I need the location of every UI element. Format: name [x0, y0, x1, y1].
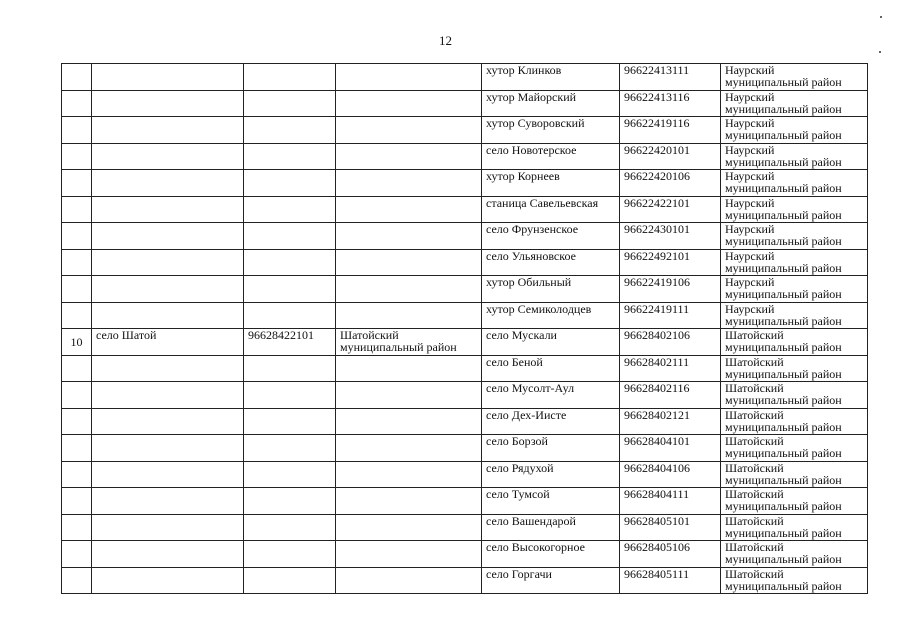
settlement-name: село Рядухой — [486, 461, 554, 475]
center-code-cell — [244, 488, 336, 515]
center-name: село Шатой — [96, 328, 157, 342]
center-code: 96628422101 — [248, 328, 314, 342]
settlement-code-cell — [620, 223, 721, 250]
center-name-cell — [92, 567, 244, 594]
district-name-cell — [721, 302, 868, 329]
center-code-cell — [244, 249, 336, 276]
settlement-code: 96628402121 — [624, 408, 690, 422]
row-number-cell — [62, 302, 92, 329]
region-name-cell — [336, 90, 482, 117]
district-name-line2: муниципальный район — [725, 101, 842, 116]
center-name-cell — [92, 64, 244, 91]
settlements-table — [61, 63, 868, 594]
settlement-name: село Мусолт-Аул — [486, 381, 575, 395]
settlement-code: 96622413116 — [624, 90, 690, 104]
settlement-code-cell — [620, 461, 721, 488]
settlement-name-cell — [482, 117, 620, 144]
center-code-cell — [244, 408, 336, 435]
district-name-line2: муниципальный район — [725, 446, 842, 460]
district-name-line2: муниципальный район — [725, 340, 842, 354]
region-name: Шатойский муниципальный район — [340, 328, 457, 354]
region-name-cell — [336, 541, 482, 568]
settlement-code: 96628404111 — [624, 487, 690, 501]
settlement-name-cell — [482, 541, 620, 568]
row-number-cell — [62, 488, 92, 515]
region-name-cell — [336, 329, 482, 356]
district-name-line1: Наурский — [725, 249, 775, 263]
district-name-line2: муниципальный район — [725, 525, 842, 540]
settlement-name: станица Савельевская — [486, 196, 599, 210]
center-name-cell — [92, 143, 244, 170]
district-name-line2: муниципальный район — [725, 181, 842, 195]
center-code-cell — [244, 541, 336, 568]
center-name-cell — [92, 541, 244, 568]
district-name-line2: муниципальный район — [725, 499, 842, 513]
district-name-line1: Шатойский — [725, 514, 784, 528]
settlement-name: село Новотерское — [486, 143, 577, 157]
settlement-code: 96628405101 — [624, 514, 690, 528]
table-row — [62, 64, 868, 91]
settlement-code: 96622492101 — [624, 249, 690, 263]
district-name-line2: муниципальный район — [725, 75, 842, 89]
settlement-name-cell — [482, 143, 620, 170]
district-name-cell — [721, 143, 868, 170]
settlement-name-cell — [482, 170, 620, 197]
center-name-cell — [92, 355, 244, 382]
region-name-cell — [336, 382, 482, 409]
settlement-name-cell — [482, 196, 620, 223]
table-row — [62, 541, 868, 568]
settlement-name: село Мускали — [486, 328, 557, 342]
district-name-line2: муниципальный район — [725, 313, 842, 328]
table-row — [62, 249, 868, 276]
settlement-name-cell — [482, 64, 620, 91]
row-number-cell — [62, 143, 92, 170]
center-code-cell — [244, 302, 336, 329]
district-name-line1: Наурский — [725, 90, 775, 104]
settlement-code: 96628402106 — [624, 328, 690, 342]
district-name-line2: муниципальный район — [725, 552, 842, 566]
settlement-name-cell — [482, 461, 620, 488]
settlement-name: село Тумсой — [486, 487, 550, 501]
table-body — [62, 64, 868, 594]
table-row — [62, 514, 868, 541]
center-name-cell — [92, 382, 244, 409]
center-code-cell — [244, 567, 336, 594]
district-name-line1: Шатойский — [725, 355, 784, 369]
district-name-line2: муниципальный район — [725, 128, 842, 142]
district-name-cell — [721, 196, 868, 223]
region-name-cell — [336, 196, 482, 223]
settlement-code-cell — [620, 488, 721, 515]
center-name-cell — [92, 302, 244, 329]
region-name-cell — [336, 249, 482, 276]
center-code-cell — [244, 196, 336, 223]
district-name-cell — [721, 382, 868, 409]
settlement-code-cell — [620, 541, 721, 568]
table-row — [62, 143, 868, 170]
settlement-code: 96628404101 — [624, 434, 690, 448]
district-name-line1: Шатойский — [725, 487, 784, 501]
settlement-name: хутор Майорский — [486, 90, 577, 104]
row-number: 10 — [70, 334, 83, 349]
row-number-cell — [62, 90, 92, 117]
district-name-line1: Наурский — [725, 143, 775, 157]
district-name-line2: муниципальный район — [725, 419, 842, 434]
district-name-line1: Наурский — [725, 222, 775, 236]
center-name-cell — [92, 435, 244, 462]
district-name-line2: муниципальный район — [725, 578, 842, 593]
settlement-name: село Горгачи — [486, 567, 552, 581]
settlement-code-cell — [620, 143, 721, 170]
table-row — [62, 90, 868, 117]
district-name-line1: Наурский — [725, 63, 775, 77]
row-number-cell — [62, 382, 92, 409]
table-row — [62, 567, 868, 594]
settlement-code-cell — [620, 382, 721, 409]
settlement-name: село Вашендарой — [486, 514, 576, 528]
settlement-name: село Высокогорное — [486, 540, 585, 554]
district-name-line1: Наурский — [725, 302, 775, 316]
district-name-cell — [721, 117, 868, 144]
row-number-cell — [62, 117, 92, 144]
table-row — [62, 382, 868, 409]
region-name-cell — [336, 461, 482, 488]
center-name-cell — [92, 196, 244, 223]
district-name-line1: Наурский — [725, 275, 775, 289]
row-number-cell — [62, 170, 92, 197]
settlement-code: 96622430101 — [624, 222, 690, 236]
table-row — [62, 276, 868, 303]
row-number-cell — [62, 461, 92, 488]
settlement-code-cell — [620, 514, 721, 541]
row-number-cell — [62, 249, 92, 276]
page-number: 12 — [439, 33, 452, 48]
table-row — [62, 170, 868, 197]
settlement-code: 96622419116 — [624, 116, 690, 130]
district-name-line1: Шатойский — [725, 328, 784, 342]
settlement-name: хутор Суворовский — [486, 116, 585, 130]
district-name-line1: Шатойский — [725, 567, 784, 581]
district-name-cell — [721, 329, 868, 356]
table-row — [62, 302, 868, 329]
settlement-code: 96622420106 — [624, 169, 690, 183]
district-name-line1: Наурский — [725, 169, 775, 183]
settlement-code: 96622420101 — [624, 143, 690, 157]
table-row — [62, 435, 868, 462]
settlement-name-cell — [482, 382, 620, 409]
center-name-cell — [92, 461, 244, 488]
region-name-cell — [336, 488, 482, 515]
row-number-cell — [62, 408, 92, 435]
row-number-cell — [62, 196, 92, 223]
settlement-name-cell — [482, 514, 620, 541]
region-name-cell — [336, 567, 482, 594]
settlement-code: 96628405106 — [624, 540, 690, 554]
district-name-line1: Шатойский — [725, 461, 784, 475]
region-name-cell — [336, 435, 482, 462]
settlement-code-cell — [620, 170, 721, 197]
row-number-cell — [62, 276, 92, 303]
settlement-name: село Ульяновское — [486, 249, 576, 263]
region-name-cell — [336, 64, 482, 91]
settlement-code-cell — [620, 355, 721, 382]
settlement-name-cell — [482, 408, 620, 435]
center-name-cell — [92, 223, 244, 250]
settlement-code-cell — [620, 117, 721, 144]
center-name-cell — [92, 329, 244, 356]
row-number-cell — [62, 514, 92, 541]
center-code-cell — [244, 382, 336, 409]
district-name-line2: муниципальный район — [725, 154, 842, 169]
center-code-cell — [244, 223, 336, 250]
district-name-line2: муниципальный район — [725, 260, 842, 275]
region-name-cell — [336, 223, 482, 250]
row-number-cell — [62, 567, 92, 594]
region-name-cell — [336, 276, 482, 303]
district-name-line2: муниципальный район — [725, 366, 842, 381]
settlement-code-cell — [620, 90, 721, 117]
settlement-code-cell — [620, 408, 721, 435]
district-name-cell — [721, 170, 868, 197]
district-name-cell — [721, 488, 868, 515]
settlement-name-cell — [482, 488, 620, 515]
settlement-code-cell — [620, 302, 721, 329]
settlement-code-cell — [620, 435, 721, 462]
row-number-cell — [62, 541, 92, 568]
settlement-code: 96622419111 — [624, 302, 690, 316]
center-code-cell — [244, 64, 336, 91]
settlement-name: хутор Обильный — [486, 275, 572, 289]
settlement-code-cell — [620, 196, 721, 223]
table-row — [62, 329, 868, 356]
settlement-name: село Фрунзенское — [486, 222, 579, 236]
table-row — [62, 461, 868, 488]
center-code-cell — [244, 143, 336, 170]
center-name-cell — [92, 408, 244, 435]
settlement-code: 96622419106 — [624, 275, 690, 289]
district-name-cell — [721, 461, 868, 488]
district-name-line2: муниципальный район — [725, 234, 842, 248]
settlement-code: 96628402111 — [624, 355, 690, 369]
table-row — [62, 223, 868, 250]
settlement-code-cell — [620, 276, 721, 303]
district-name-line1: Шатойский — [725, 408, 784, 422]
settlement-name: село Дех-Иисте — [486, 408, 567, 422]
district-name-cell — [721, 249, 868, 276]
district-name-cell — [721, 223, 868, 250]
district-name-line2: муниципальный район — [725, 287, 842, 301]
settlement-name-cell — [482, 249, 620, 276]
settlement-name: село Борзой — [486, 434, 548, 448]
district-name-line1: Шатойский — [725, 381, 784, 395]
district-name-line1: Шатойский — [725, 540, 784, 554]
center-code-cell — [244, 461, 336, 488]
settlement-name-cell — [482, 355, 620, 382]
center-name-cell — [92, 276, 244, 303]
district-name-line2: муниципальный район — [725, 472, 842, 487]
settlement-code-cell — [620, 329, 721, 356]
center-code-cell — [244, 514, 336, 541]
region-name-cell — [336, 355, 482, 382]
district-name-line2: муниципальный район — [725, 207, 842, 222]
center-code-cell — [244, 435, 336, 462]
settlement-code: 96628402116 — [624, 381, 690, 395]
center-name-cell — [92, 117, 244, 144]
center-code-cell — [244, 170, 336, 197]
row-number-cell — [62, 64, 92, 91]
settlement-name-cell — [482, 567, 620, 594]
center-name-cell — [92, 170, 244, 197]
center-code-cell — [244, 355, 336, 382]
region-name-cell — [336, 514, 482, 541]
settlement-name-cell — [482, 90, 620, 117]
district-name-line1: Шатойский — [725, 434, 784, 448]
settlement-name-cell — [482, 435, 620, 462]
district-name-line1: Наурский — [725, 196, 775, 210]
scan-speck — [880, 16, 882, 18]
settlement-code-cell — [620, 249, 721, 276]
settlement-name: хутор Корнеев — [486, 169, 560, 183]
district-name-cell — [721, 435, 868, 462]
settlement-code: 96622422101 — [624, 196, 690, 210]
region-name-cell — [336, 408, 482, 435]
settlement-name-cell — [482, 223, 620, 250]
region-name-cell — [336, 143, 482, 170]
table-row — [62, 355, 868, 382]
district-name-cell — [721, 90, 868, 117]
district-name-line1: Наурский — [725, 116, 775, 130]
center-name-cell — [92, 249, 244, 276]
district-name-cell — [721, 276, 868, 303]
region-name-cell — [336, 170, 482, 197]
settlement-name-cell — [482, 329, 620, 356]
region-name-cell — [336, 117, 482, 144]
row-number-cell — [62, 355, 92, 382]
region-name-cell — [336, 302, 482, 329]
district-name-cell — [721, 514, 868, 541]
settlement-code: 96622413111 — [624, 63, 690, 77]
center-name-cell — [92, 90, 244, 117]
table-row — [62, 117, 868, 144]
district-name-cell — [721, 567, 868, 594]
row-number-cell — [62, 435, 92, 462]
center-code-cell — [244, 90, 336, 117]
row-number-cell — [62, 329, 92, 356]
center-code-cell — [244, 329, 336, 356]
settlement-name: хутор Клинков — [486, 63, 562, 77]
district-name-cell — [721, 408, 868, 435]
table-row — [62, 488, 868, 515]
scan-speck — [879, 51, 881, 53]
center-name-cell — [92, 488, 244, 515]
settlement-code: 96628405111 — [624, 567, 690, 581]
center-name-cell — [92, 514, 244, 541]
district-name-cell — [721, 355, 868, 382]
district-name-cell — [721, 541, 868, 568]
row-number-cell — [62, 223, 92, 250]
settlement-name-cell — [482, 302, 620, 329]
table-row — [62, 408, 868, 435]
center-code-cell — [244, 117, 336, 144]
settlement-code-cell — [620, 64, 721, 91]
district-name-line2: муниципальный район — [725, 393, 842, 407]
settlement-name: село Беной — [486, 355, 543, 369]
settlement-name-cell — [482, 276, 620, 303]
settlement-name: хутор Семиколодцев — [486, 302, 592, 316]
center-code-cell — [244, 276, 336, 303]
table-row — [62, 196, 868, 223]
settlement-code-cell — [620, 567, 721, 594]
district-name-cell — [721, 64, 868, 91]
settlement-code: 96628404106 — [624, 461, 690, 475]
